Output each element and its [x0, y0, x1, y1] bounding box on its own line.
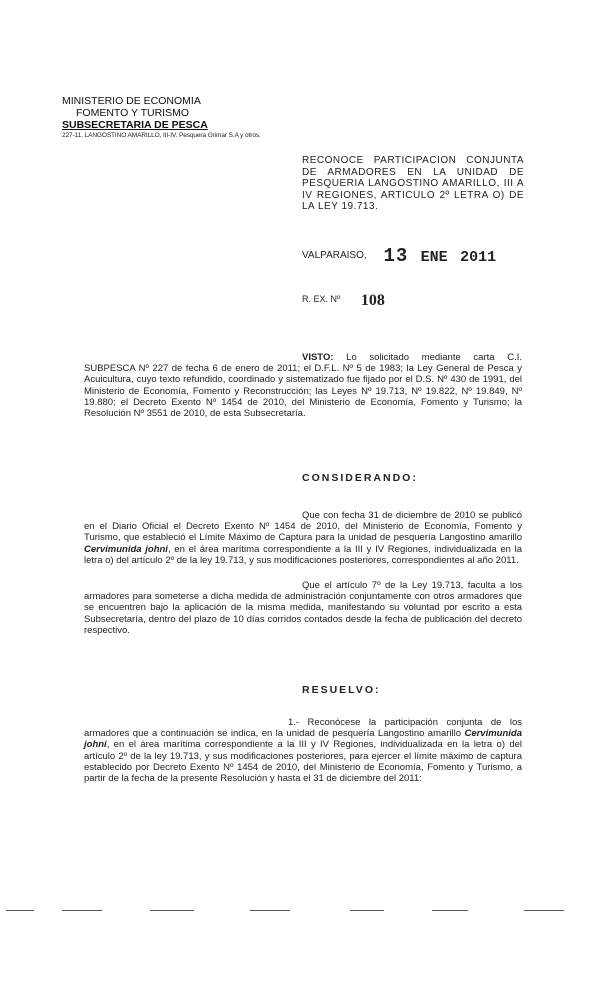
resuelvo-p1-species: Cervimunida johni — [84, 728, 522, 751]
date-stamp — [383, 245, 496, 267]
signature-line-1 — [6, 910, 34, 911]
resolution-number-line — [302, 292, 385, 310]
resolution-number: 108 — [360, 292, 385, 309]
considerando-p1-text-b: , en el área marítima correspondiente a la III y IV Regiones, individualizada en la letra o) del artículo 2º de la ley 19.713, y sus modificaciones posteriores, correspondientes al año 2011. — [84, 543, 522, 566]
considerando-heading: CONSIDERANDO: — [302, 472, 418, 484]
ministry-line-1: MINISTERIO DE ECONOMIA — [62, 95, 201, 107]
considerando-paragraph-2: Que el artículo 7º de la Ley 19.713, faculta a los armadores para someterse a dicha medida de administración conjuntamente con otros armadores que se encuentren bajo la aplicación de la misma medida, manifestando su voluntad por escrito a esta Subsecretaría, dentro del plazo de 10 días corridos contados desde la fecha de publicación del decreto respectivo. — [84, 580, 522, 636]
date-city: VALPARAISO, — [302, 250, 367, 261]
considerando-p1-text-a: Que con fecha 31 de diciembre de 2010 se publicó en el Diario Oficial el Decreto Exento Nº 1454 de 2010, del Ministerio de Economía, Fomento y Turismo, que estableció el Límite Máximo de Captura para la unidad de pesquería Langostino amarillo — [84, 510, 522, 544]
visto-lead: VISTO: — [302, 352, 334, 363]
resuelvo-paragraph-1 — [84, 717, 522, 784]
resuelvo-p1-text-a: Reconócese la participación conjunta de los armadores que a continuación se indica, en la unidad de pesquería Langostino amarillo — [84, 717, 522, 740]
signature-line-5 — [350, 910, 384, 911]
date-line — [302, 245, 496, 267]
considerando-p1-species: Cervimunida johni — [84, 543, 168, 555]
visto-paragraph — [84, 352, 522, 419]
ministry-line-2: FOMENTO Y TURISMO — [76, 107, 189, 119]
considerando-paragraph-1 — [84, 510, 522, 566]
visto-text: Lo solicitado mediante carta C.I. SUBPESCA Nº 227 de fecha 6 de enero de 2011; el D.F.L. Nº 5 de 1983; la Ley General de Pesca y Acuicultura, cuyo texto refundido, coordinado y sistematizado fue fijado por el D.S. Nº 430 de 1991, del Ministerio de Economía, Fomento y Reconstrucción; las Leyes Nº 19.713, Nº 19.822, Nº 19.849, Nº 19.880; el Decreto Exento Nº 1454 de 2010, del Ministerio de Economía, Fomento y Turismo; la Resolución Nº 3551 de 2010, de esta Subsecretaría. — [84, 352, 522, 420]
date-stamp-year: 2011 — [460, 249, 497, 266]
resuelvo-p1-text-b: , en el área marítima correspondiente a la III y IV Regiones, individualizada en la letra o) del artículo 2º de la ley 19.713, y sus modificaciones posteriores, para ejercer el límite máximo de captura establecido por Decreto Exento Nº 1454 de 2010, del Ministerio de Economía, Fomento y Turismo, a partir de la fecha de la presente Resolución y hasta el 31 de diciembre del 2011: — [84, 739, 522, 785]
resolution-label: R. EX. Nº — [302, 294, 341, 304]
signature-line-6 — [432, 910, 468, 911]
resuelvo-heading: RESUELVO: — [302, 684, 381, 696]
signature-line-7 — [524, 910, 564, 911]
letterhead — [62, 95, 208, 131]
subject-summary: RECONOCE PARTICIPACION CONJUNTA DE ARMADORES EN LA UNIDAD DE PESQUERIA LANGOSTINO AMARILLO, III A IV REGIONES, ARTICULO 2º LETRA O) DE LA LEY 19.713. — [302, 155, 524, 212]
resuelvo-p1-number: 1.- — [288, 717, 300, 728]
subsecretaria-line: SUBSECRETARIA DE PESCA — [62, 119, 208, 131]
signature-line-4 — [250, 910, 290, 911]
file-reference: 227-11. LANGOSTINO AMARILLO, III-IV. Pesquera Grimar S.A y otros. — [62, 132, 261, 139]
date-stamp-month: ENE — [420, 249, 448, 266]
signature-line-2 — [62, 910, 102, 911]
signature-line-3 — [150, 910, 194, 911]
date-stamp-day: 13 — [383, 245, 409, 267]
